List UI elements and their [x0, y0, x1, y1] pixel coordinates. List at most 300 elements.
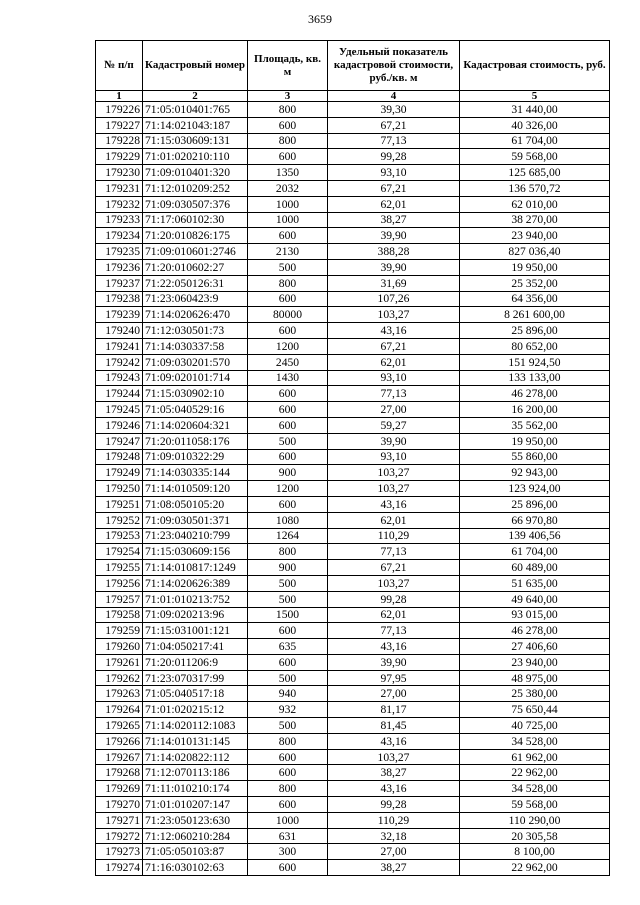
- area-value: 500: [248, 591, 328, 607]
- unit-rate-value: 103,27: [328, 749, 460, 765]
- cadastral-cost-value: 133 133,00: [460, 370, 610, 386]
- table-row: [96, 307, 610, 323]
- table-row: [96, 623, 610, 639]
- area-value: 1000: [248, 212, 328, 228]
- table-row: [96, 812, 610, 828]
- table-body: [96, 102, 610, 876]
- cadastral-number: 71:12:070113:186: [143, 765, 248, 781]
- cadastral-cost-value: 31 440,00: [460, 102, 610, 118]
- table-row: [96, 512, 610, 528]
- header-cadastral-cost: Кадастровая стоимость, руб.: [460, 41, 610, 91]
- unit-rate-value: 77,13: [328, 133, 460, 149]
- unit-rate-value: 27,00: [328, 844, 460, 860]
- table-row: [96, 686, 610, 702]
- column-number: 1: [96, 91, 143, 102]
- table-row: [96, 765, 610, 781]
- unit-rate-value: 67,21: [328, 338, 460, 354]
- area-value: 800: [248, 733, 328, 749]
- cadastral-cost-value: 22 962,00: [460, 860, 610, 876]
- cadastral-cost-value: 55 860,00: [460, 449, 610, 465]
- unit-rate-value: 110,29: [328, 812, 460, 828]
- row-number: 179227: [96, 117, 143, 133]
- row-number: 179231: [96, 180, 143, 196]
- header-area: Площадь, кв. м: [248, 41, 328, 91]
- column-number: 4: [328, 91, 460, 102]
- row-number: 179226: [96, 102, 143, 118]
- row-number: 179257: [96, 591, 143, 607]
- cadastral-number: 71:15:030902:10: [143, 386, 248, 402]
- table-row: [96, 560, 610, 576]
- area-value: 600: [248, 228, 328, 244]
- cadastral-number: 71:23:050123:630: [143, 812, 248, 828]
- cadastral-number: 71:14:020112:1083: [143, 718, 248, 734]
- table-row: [96, 133, 610, 149]
- row-number: 179268: [96, 765, 143, 781]
- area-value: 1080: [248, 512, 328, 528]
- row-number: 179235: [96, 244, 143, 260]
- row-number: 179259: [96, 623, 143, 639]
- area-value: 1200: [248, 481, 328, 497]
- row-number: 179241: [96, 338, 143, 354]
- area-value: 1500: [248, 607, 328, 623]
- unit-rate-value: 67,21: [328, 560, 460, 576]
- area-value: 2450: [248, 354, 328, 370]
- cadastral-cost-value: 151 924,50: [460, 354, 610, 370]
- cadastral-number: 71:14:010131:145: [143, 733, 248, 749]
- cadastral-cost-value: 48 975,00: [460, 670, 610, 686]
- row-number: 179247: [96, 433, 143, 449]
- table-row: [96, 702, 610, 718]
- cadastral-cost-value: 40 725,00: [460, 718, 610, 734]
- area-value: 600: [248, 860, 328, 876]
- cadastral-cost-value: 61 704,00: [460, 133, 610, 149]
- table-row: [96, 607, 610, 623]
- unit-rate-value: 93,10: [328, 449, 460, 465]
- area-value: 600: [248, 496, 328, 512]
- table-row: [96, 639, 610, 655]
- cadastral-cost-value: 62 010,00: [460, 196, 610, 212]
- row-number: 179242: [96, 354, 143, 370]
- cadastral-cost-value: 110 290,00: [460, 812, 610, 828]
- unit-rate-value: 99,28: [328, 797, 460, 813]
- cadastral-cost-value: 80 652,00: [460, 338, 610, 354]
- cadastral-cost-value: 61 704,00: [460, 544, 610, 560]
- unit-rate-value: 103,27: [328, 465, 460, 481]
- row-number: 179263: [96, 686, 143, 702]
- row-number: 179255: [96, 560, 143, 576]
- unit-rate-value: 32,18: [328, 828, 460, 844]
- row-number: 179248: [96, 449, 143, 465]
- row-number: 179251: [96, 496, 143, 512]
- column-number: 5: [460, 91, 610, 102]
- table-row: [96, 370, 610, 386]
- table-row: [96, 259, 610, 275]
- cadastral-number: 71:14:010509:120: [143, 481, 248, 497]
- cadastral-number: 71:14:020626:389: [143, 575, 248, 591]
- row-number: 179264: [96, 702, 143, 718]
- area-value: 600: [248, 765, 328, 781]
- cadastral-cost-value: 125 685,00: [460, 165, 610, 181]
- row-number: 179236: [96, 259, 143, 275]
- unit-rate-value: 39,90: [328, 654, 460, 670]
- area-value: 500: [248, 718, 328, 734]
- table-row: [96, 102, 610, 118]
- unit-rate-value: 38,27: [328, 860, 460, 876]
- row-number: 179240: [96, 323, 143, 339]
- area-value: 1200: [248, 338, 328, 354]
- cadastral-number: 71:20:011206:9: [143, 654, 248, 670]
- cadastral-number: 71:14:021043:187: [143, 117, 248, 133]
- area-value: 500: [248, 670, 328, 686]
- area-value: 500: [248, 575, 328, 591]
- cadastral-cost-value: 19 950,00: [460, 259, 610, 275]
- unit-rate-value: 81,45: [328, 718, 460, 734]
- area-value: 300: [248, 844, 328, 860]
- cadastral-number: 71:09:030501:371: [143, 512, 248, 528]
- table-row: [96, 797, 610, 813]
- cadastral-cost-value: 8 100,00: [460, 844, 610, 860]
- table-row: [96, 496, 610, 512]
- row-number: 179230: [96, 165, 143, 181]
- unit-rate-value: 62,01: [328, 354, 460, 370]
- table-row: [96, 718, 610, 734]
- unit-rate-value: 38,27: [328, 765, 460, 781]
- table-row: [96, 338, 610, 354]
- table-row: [96, 402, 610, 418]
- cadastral-number: 71:23:060423:9: [143, 291, 248, 307]
- row-number: 179245: [96, 402, 143, 418]
- unit-rate-value: 39,90: [328, 433, 460, 449]
- cadastral-cost-value: 25 896,00: [460, 496, 610, 512]
- header-number: № п/п: [96, 41, 143, 91]
- cadastral-cost-value: 16 200,00: [460, 402, 610, 418]
- cadastral-number: 71:09:020101:714: [143, 370, 248, 386]
- unit-rate-value: 67,21: [328, 117, 460, 133]
- cadastral-cost-value: 25 896,00: [460, 323, 610, 339]
- area-value: 932: [248, 702, 328, 718]
- cadastral-cost-value: 8 261 600,00: [460, 307, 610, 323]
- table-row: [96, 386, 610, 402]
- area-value: 1350: [248, 165, 328, 181]
- unit-rate-value: 93,10: [328, 165, 460, 181]
- cadastral-number: 71:09:010322:29: [143, 449, 248, 465]
- header-unit-rate: Удельный показатель кадастровой стоимости, руб./кв. м: [328, 41, 460, 91]
- cadastral-number: 71:12:030501:73: [143, 323, 248, 339]
- row-number: 179267: [96, 749, 143, 765]
- cadastral-number: 71:14:020822:112: [143, 749, 248, 765]
- unit-rate-value: 39,30: [328, 102, 460, 118]
- unit-rate-value: 67,21: [328, 180, 460, 196]
- cadastral-number: 71:17:060102:30: [143, 212, 248, 228]
- row-number: 179239: [96, 307, 143, 323]
- cadastral-cost-value: 46 278,00: [460, 623, 610, 639]
- cadastral-cost-value: 92 943,00: [460, 465, 610, 481]
- unit-rate-value: 77,13: [328, 386, 460, 402]
- table-row: [96, 165, 610, 181]
- cadastral-number: 71:09:010401:320: [143, 165, 248, 181]
- row-number: 179244: [96, 386, 143, 402]
- table-row: [96, 544, 610, 560]
- unit-rate-value: 110,29: [328, 528, 460, 544]
- area-value: 600: [248, 291, 328, 307]
- cadastral-cost-value: 59 568,00: [460, 797, 610, 813]
- unit-rate-value: 103,27: [328, 575, 460, 591]
- area-value: 600: [248, 797, 328, 813]
- cadastral-cost-value: 34 528,00: [460, 733, 610, 749]
- table-row: [96, 749, 610, 765]
- row-number: 179252: [96, 512, 143, 528]
- cadastral-cost-value: 46 278,00: [460, 386, 610, 402]
- cadastral-number: 71:23:040210:799: [143, 528, 248, 544]
- area-value: 600: [248, 323, 328, 339]
- row-number: 179246: [96, 417, 143, 433]
- row-number: 179254: [96, 544, 143, 560]
- cadastral-cost-value: 27 406,60: [460, 639, 610, 655]
- unit-rate-value: 77,13: [328, 544, 460, 560]
- unit-rate-value: 62,01: [328, 196, 460, 212]
- row-number: 179238: [96, 291, 143, 307]
- cadastral-number: 71:15:030609:131: [143, 133, 248, 149]
- unit-rate-value: 43,16: [328, 733, 460, 749]
- unit-rate-value: 39,90: [328, 228, 460, 244]
- row-number: 179256: [96, 575, 143, 591]
- table-row: [96, 180, 610, 196]
- table-row: [96, 844, 610, 860]
- cadastral-cost-value: 51 635,00: [460, 575, 610, 591]
- row-number: 179265: [96, 718, 143, 734]
- area-value: 500: [248, 259, 328, 275]
- row-number: 179249: [96, 465, 143, 481]
- table-row: [96, 196, 610, 212]
- cadastral-cost-value: 25 352,00: [460, 275, 610, 291]
- unit-rate-value: 27,00: [328, 402, 460, 418]
- table-row: [96, 670, 610, 686]
- row-number: 179258: [96, 607, 143, 623]
- cadastral-table: [95, 40, 610, 876]
- row-number: 179274: [96, 860, 143, 876]
- unit-rate-value: 27,00: [328, 686, 460, 702]
- cadastral-cost-value: 38 270,00: [460, 212, 610, 228]
- cadastral-cost-value: 23 940,00: [460, 654, 610, 670]
- area-value: 600: [248, 149, 328, 165]
- table-row: [96, 465, 610, 481]
- cadastral-number: 71:05:040529:16: [143, 402, 248, 418]
- area-value: 940: [248, 686, 328, 702]
- cadastral-cost-value: 19 950,00: [460, 433, 610, 449]
- row-number: 179233: [96, 212, 143, 228]
- cadastral-number: 71:20:010826:175: [143, 228, 248, 244]
- area-value: 900: [248, 465, 328, 481]
- cadastral-number: 71:15:030609:156: [143, 544, 248, 560]
- row-number: 179273: [96, 844, 143, 860]
- row-number: 179234: [96, 228, 143, 244]
- unit-rate-value: 81,17: [328, 702, 460, 718]
- table-row: [96, 433, 610, 449]
- area-value: 80000: [248, 307, 328, 323]
- table-row: [96, 117, 610, 133]
- unit-rate-value: 43,16: [328, 496, 460, 512]
- area-value: 1000: [248, 812, 328, 828]
- row-number: 179272: [96, 828, 143, 844]
- cadastral-cost-value: 59 568,00: [460, 149, 610, 165]
- cadastral-number: 71:09:030507:376: [143, 196, 248, 212]
- cadastral-cost-value: 23 940,00: [460, 228, 610, 244]
- table-row: [96, 654, 610, 670]
- unit-rate-value: 62,01: [328, 607, 460, 623]
- cadastral-number: 71:05:040517:18: [143, 686, 248, 702]
- table-row: [96, 575, 610, 591]
- row-number: 179232: [96, 196, 143, 212]
- unit-rate-value: 93,10: [328, 370, 460, 386]
- unit-rate-value: 39,90: [328, 259, 460, 275]
- unit-rate-value: 99,28: [328, 591, 460, 607]
- cadastral-number: 71:04:050217:41: [143, 639, 248, 655]
- cadastral-number: 71:09:010601:2746: [143, 244, 248, 260]
- row-number: 179262: [96, 670, 143, 686]
- cadastral-number: 71:23:070317:99: [143, 670, 248, 686]
- cadastral-number: 71:14:020626:470: [143, 307, 248, 323]
- cadastral-number: 71:14:030337:58: [143, 338, 248, 354]
- table-row: [96, 860, 610, 876]
- unit-rate-value: 103,27: [328, 481, 460, 497]
- cadastral-cost-value: 60 489,00: [460, 560, 610, 576]
- table-row: [96, 323, 610, 339]
- unit-rate-value: 103,27: [328, 307, 460, 323]
- table-row: [96, 449, 610, 465]
- cadastral-cost-value: 136 570,72: [460, 180, 610, 196]
- table-row: [96, 781, 610, 797]
- row-number: 179229: [96, 149, 143, 165]
- cadastral-number: 71:15:031001:121: [143, 623, 248, 639]
- unit-rate-value: 97,95: [328, 670, 460, 686]
- unit-rate-value: 77,13: [328, 623, 460, 639]
- area-value: 2130: [248, 244, 328, 260]
- unit-rate-value: 31,69: [328, 275, 460, 291]
- cadastral-number: 71:12:010209:252: [143, 180, 248, 196]
- table-header-row: [96, 41, 610, 91]
- cadastral-cost-value: 22 962,00: [460, 765, 610, 781]
- column-number: 3: [248, 91, 328, 102]
- area-value: 500: [248, 433, 328, 449]
- area-value: 631: [248, 828, 328, 844]
- cadastral-cost-value: 49 640,00: [460, 591, 610, 607]
- unit-rate-value: 38,27: [328, 212, 460, 228]
- unit-rate-value: 59,27: [328, 417, 460, 433]
- cadastral-cost-value: 93 015,00: [460, 607, 610, 623]
- row-number: 179228: [96, 133, 143, 149]
- area-value: 800: [248, 275, 328, 291]
- cadastral-number: 71:12:060210:284: [143, 828, 248, 844]
- table-row: [96, 244, 610, 260]
- table-row: [96, 212, 610, 228]
- row-number: 179271: [96, 812, 143, 828]
- area-value: 600: [248, 449, 328, 465]
- cadastral-number: 71:11:010210:174: [143, 781, 248, 797]
- area-value: 600: [248, 749, 328, 765]
- cadastral-cost-value: 64 356,00: [460, 291, 610, 307]
- table-row: [96, 733, 610, 749]
- cadastral-cost-value: 25 380,00: [460, 686, 610, 702]
- area-value: 600: [248, 654, 328, 670]
- area-value: 600: [248, 386, 328, 402]
- cadastral-cost-value: 75 650,44: [460, 702, 610, 718]
- area-value: 800: [248, 102, 328, 118]
- unit-rate-value: 107,26: [328, 291, 460, 307]
- cadastral-number: 71:01:010213:752: [143, 591, 248, 607]
- cadastral-number: 71:01:010207:147: [143, 797, 248, 813]
- area-value: 600: [248, 623, 328, 639]
- area-value: 1264: [248, 528, 328, 544]
- page-number: 3659: [308, 12, 332, 26]
- cadastral-cost-value: 139 406,56: [460, 528, 610, 544]
- cadastral-cost-value: 827 036,40: [460, 244, 610, 260]
- area-value: 600: [248, 117, 328, 133]
- table-row: [96, 228, 610, 244]
- area-value: 1430: [248, 370, 328, 386]
- cadastral-cost-value: 123 924,00: [460, 481, 610, 497]
- unit-rate-value: 43,16: [328, 323, 460, 339]
- row-number: 179243: [96, 370, 143, 386]
- unit-rate-value: 43,16: [328, 781, 460, 797]
- cadastral-number: 71:01:020210:110: [143, 149, 248, 165]
- area-value: 635: [248, 639, 328, 655]
- cadastral-number: 71:14:030335:144: [143, 465, 248, 481]
- column-number: 2: [143, 91, 248, 102]
- cadastral-cost-value: 34 528,00: [460, 781, 610, 797]
- table-row: [96, 354, 610, 370]
- table-row: [96, 291, 610, 307]
- table-row: [96, 591, 610, 607]
- unit-rate-value: 43,16: [328, 639, 460, 655]
- row-number: 179237: [96, 275, 143, 291]
- cadastral-number: 71:01:020215:12: [143, 702, 248, 718]
- table-row: [96, 417, 610, 433]
- area-value: 800: [248, 544, 328, 560]
- table-row: [96, 275, 610, 291]
- cadastral-number: 71:16:030102:63: [143, 860, 248, 876]
- row-number: 179266: [96, 733, 143, 749]
- unit-rate-value: 62,01: [328, 512, 460, 528]
- cadastral-cost-value: 66 970,80: [460, 512, 610, 528]
- area-value: 1000: [248, 196, 328, 212]
- header-cadastral-number: Кадастровый номер: [143, 41, 248, 91]
- cadastral-cost-value: 61 962,00: [460, 749, 610, 765]
- cadastral-number: 71:22:050126:31: [143, 275, 248, 291]
- cadastral-number: 71:14:020604:321: [143, 417, 248, 433]
- cadastral-cost-value: 20 305,58: [460, 828, 610, 844]
- table-row: [96, 828, 610, 844]
- area-value: 600: [248, 402, 328, 418]
- table-row: [96, 528, 610, 544]
- column-number-row: [96, 91, 610, 102]
- area-value: 800: [248, 133, 328, 149]
- unit-rate-value: 388,28: [328, 244, 460, 260]
- row-number: 179253: [96, 528, 143, 544]
- row-number: 179260: [96, 639, 143, 655]
- cadastral-number: 71:09:020213:96: [143, 607, 248, 623]
- row-number: 179250: [96, 481, 143, 497]
- row-number: 179270: [96, 797, 143, 813]
- cadastral-number: 71:20:011058:176: [143, 433, 248, 449]
- row-number: 179269: [96, 781, 143, 797]
- area-value: 600: [248, 417, 328, 433]
- table-row: [96, 481, 610, 497]
- cadastral-number: 71:09:030201:570: [143, 354, 248, 370]
- area-value: 800: [248, 781, 328, 797]
- area-value: 900: [248, 560, 328, 576]
- cadastral-number: 71:20:010602:27: [143, 259, 248, 275]
- cadastral-number: 71:08:050105:20: [143, 496, 248, 512]
